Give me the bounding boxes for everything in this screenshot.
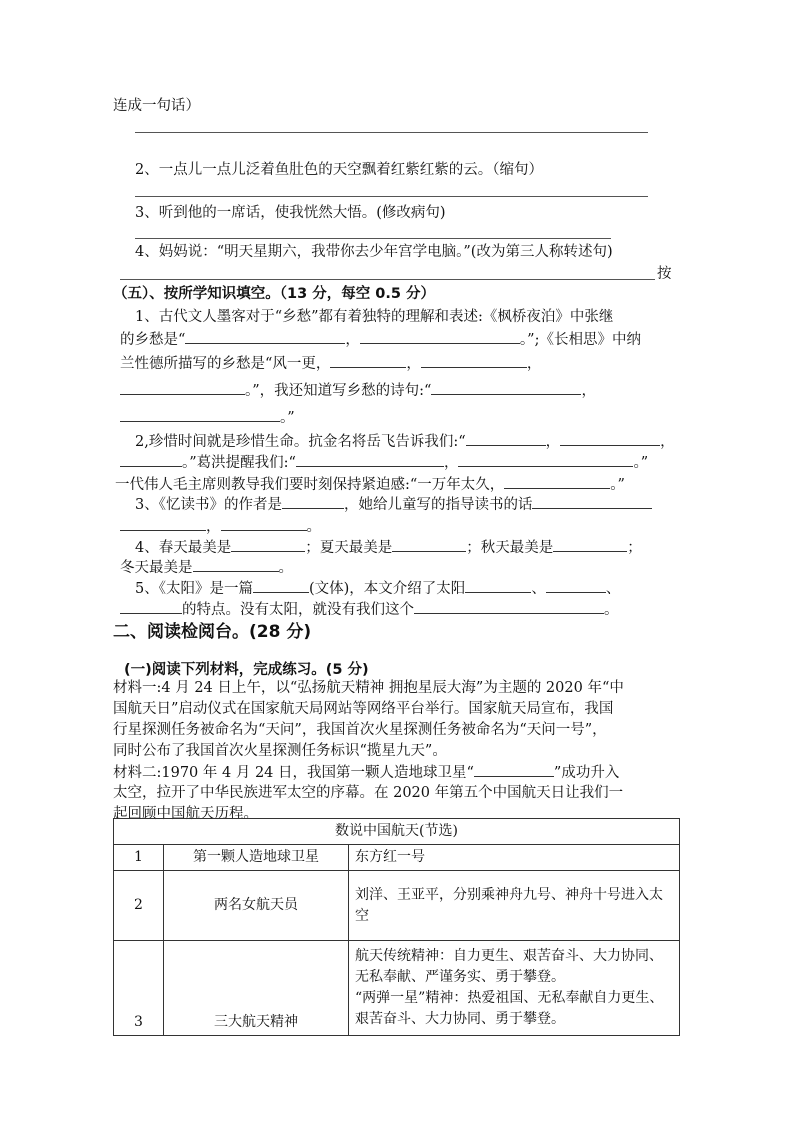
material-1-line: 国航天日”启动仪式在国家航天局网站等网络平台举行。国家航天局宣布，我国 (113, 701, 614, 717)
table-cell-item: 第一颗人造地球卫星 (164, 845, 349, 871)
q1-line-c: 兰性德所描写的乡愁是“风一更， ， ， (120, 353, 541, 374)
fill-blank[interactable] (466, 431, 546, 446)
q1-line-d: 。”，我还知道写乡愁的诗句:“ ， (120, 380, 596, 401)
question-reported-speech: 4、妈妈说：“明天星期六，我带你去少年宫学电脑。”(改为第三人称转述句) (135, 244, 613, 260)
answer-tail: 按 (657, 266, 672, 282)
table-row (114, 871, 680, 941)
question-shorten: 2、一点儿一点儿泛着鱼肚色的天空飘着红紫红紫的云。（缩句） (135, 162, 543, 178)
fill-blank[interactable] (120, 380, 245, 395)
fill-blank[interactable] (296, 452, 444, 467)
table-cell-detail: 东方红一号 (349, 845, 680, 871)
fill-blank[interactable] (193, 557, 279, 572)
table-row (114, 941, 680, 1036)
fill-blank[interactable] (120, 407, 280, 422)
fill-blank[interactable] (282, 494, 344, 509)
material-2-line: 材料二:1970 年 4 月 24 日，我国第一颗人造地球卫星“ ”成功升入 (113, 762, 619, 783)
fill-blank[interactable] (553, 537, 627, 552)
material-1-line: 行星探测任务被命名为“天问”，我国首次火星探测任务被命名为“天问一号”， (113, 722, 607, 738)
material-1-line: 同时公布了我国首次火星探测任务标识“揽星九天”。 (113, 743, 447, 759)
fill-blank[interactable] (560, 431, 660, 446)
answer-line (135, 238, 611, 239)
section-title-fill: （五）、按所学知识填空。（13 分，每空 0.5 分） (113, 286, 436, 302)
fill-blank[interactable] (120, 516, 206, 531)
fill-blank[interactable] (392, 537, 466, 552)
spirit-traditional: 航天传统精神：自力更生、艰苦奋斗、大力协同、无私奉献、严谨务实、勇于攀登。 (355, 948, 663, 985)
fill-blank[interactable] (532, 494, 652, 509)
subsection-title: (一)阅读下列材料，完成练习。(5 分) (124, 662, 369, 678)
fill-blank[interactable] (414, 599, 604, 614)
fill-blank[interactable] (221, 516, 307, 531)
table-row (114, 845, 680, 871)
fill-blank[interactable] (330, 353, 406, 368)
table-cell-detail: 刘洋、王亚平，分别乘神舟九号、神舟十号进入太空 (349, 871, 680, 941)
fill-blank[interactable] (458, 452, 633, 467)
q2-line-a: 2,珍惜时间就是珍惜生命。抗金名将岳飞告诉我们:“ ， ， (135, 431, 675, 452)
fill-blank[interactable] (421, 353, 527, 368)
q4-line-b: 冬天最美是 。 (120, 557, 293, 578)
fill-blank[interactable] (120, 599, 182, 614)
table-cell-item: 两名女航天员 (164, 871, 349, 941)
table-cell-no: 3 (114, 941, 164, 1036)
table-title: 数说中国航天(节选) (114, 819, 680, 845)
fill-blank[interactable] (504, 474, 610, 489)
answer-line (120, 279, 655, 280)
table-cell-item: 三大航天精神 (164, 941, 349, 1036)
fill-blank[interactable] (546, 578, 606, 593)
q3-line-a: 3、《忆读书》的作者是 ，她给儿童写的指导读书的话 (135, 494, 652, 515)
fill-blank[interactable] (474, 762, 554, 777)
q1-line-a: 1、古代文人墨客对于“乡愁”都有着独特的理解和表述:《枫桥夜泊》中张继 (135, 309, 614, 325)
fill-blank[interactable] (231, 537, 305, 552)
sentence-intro: 连成一句话） (113, 98, 200, 114)
material-1-line: 材料一:4 月 24 日上午，以“弘扬航天精神 拥抱星辰大海”为主题的 2020 年“中 (113, 680, 624, 696)
space-history-table (113, 818, 680, 1036)
fill-blank[interactable] (185, 329, 345, 344)
table-cell-no: 2 (114, 871, 164, 941)
q4-line-a: 4、春天最美是 ；夏天最美是 ；秋天最美是 ； (135, 537, 642, 558)
answer-line (135, 132, 648, 133)
q1-line-b: 的乡愁是“ ， 。”;《长相思》中纳 (120, 329, 641, 350)
table-title-row (114, 819, 680, 845)
q2-line-b: 。”葛洪提醒我们:“ ， 。” (120, 452, 648, 473)
fill-blank[interactable] (120, 452, 182, 467)
material-2-line: 起回顾中国航天历程。 (113, 806, 258, 822)
fill-blank[interactable] (360, 329, 520, 344)
q1-line-e: 。” (120, 407, 295, 428)
q5-line-b: 的特点。没有太阳，就没有我们这个 。 (120, 599, 619, 620)
q5-line-a: 5、《太阳》是一篇 (文体)，本文介绍了太阳 、 、 (135, 578, 620, 599)
fill-blank[interactable] (431, 380, 581, 395)
table-cell-no: 1 (114, 845, 164, 871)
q3-line-b: ， 。 (120, 516, 321, 537)
spirit-two-bombs: “两弹一星”精神：热爱祖国、无私奉献自力更生、艰苦奋斗、大力协同、勇于攀登。 (355, 990, 664, 1027)
question-fix-sentence: 3、听到他的一席话，使我恍然大悟。(修改病句) (135, 205, 446, 221)
section-title-reading: 二、阅读检阅台。(28 分) (113, 622, 312, 642)
answer-line (135, 196, 648, 197)
fill-blank[interactable] (253, 578, 309, 593)
table-cell-detail (349, 941, 680, 1036)
material-2-line: 太空，拉开了中华民族进军太空的序幕。在 2020 年第五个中国航天日让我们一 (113, 785, 624, 801)
q2-line-c: 一代伟人毛主席则教导我们要时刻保持紧迫感:“一万年太久， 。” (115, 474, 625, 495)
fill-blank[interactable] (465, 578, 531, 593)
